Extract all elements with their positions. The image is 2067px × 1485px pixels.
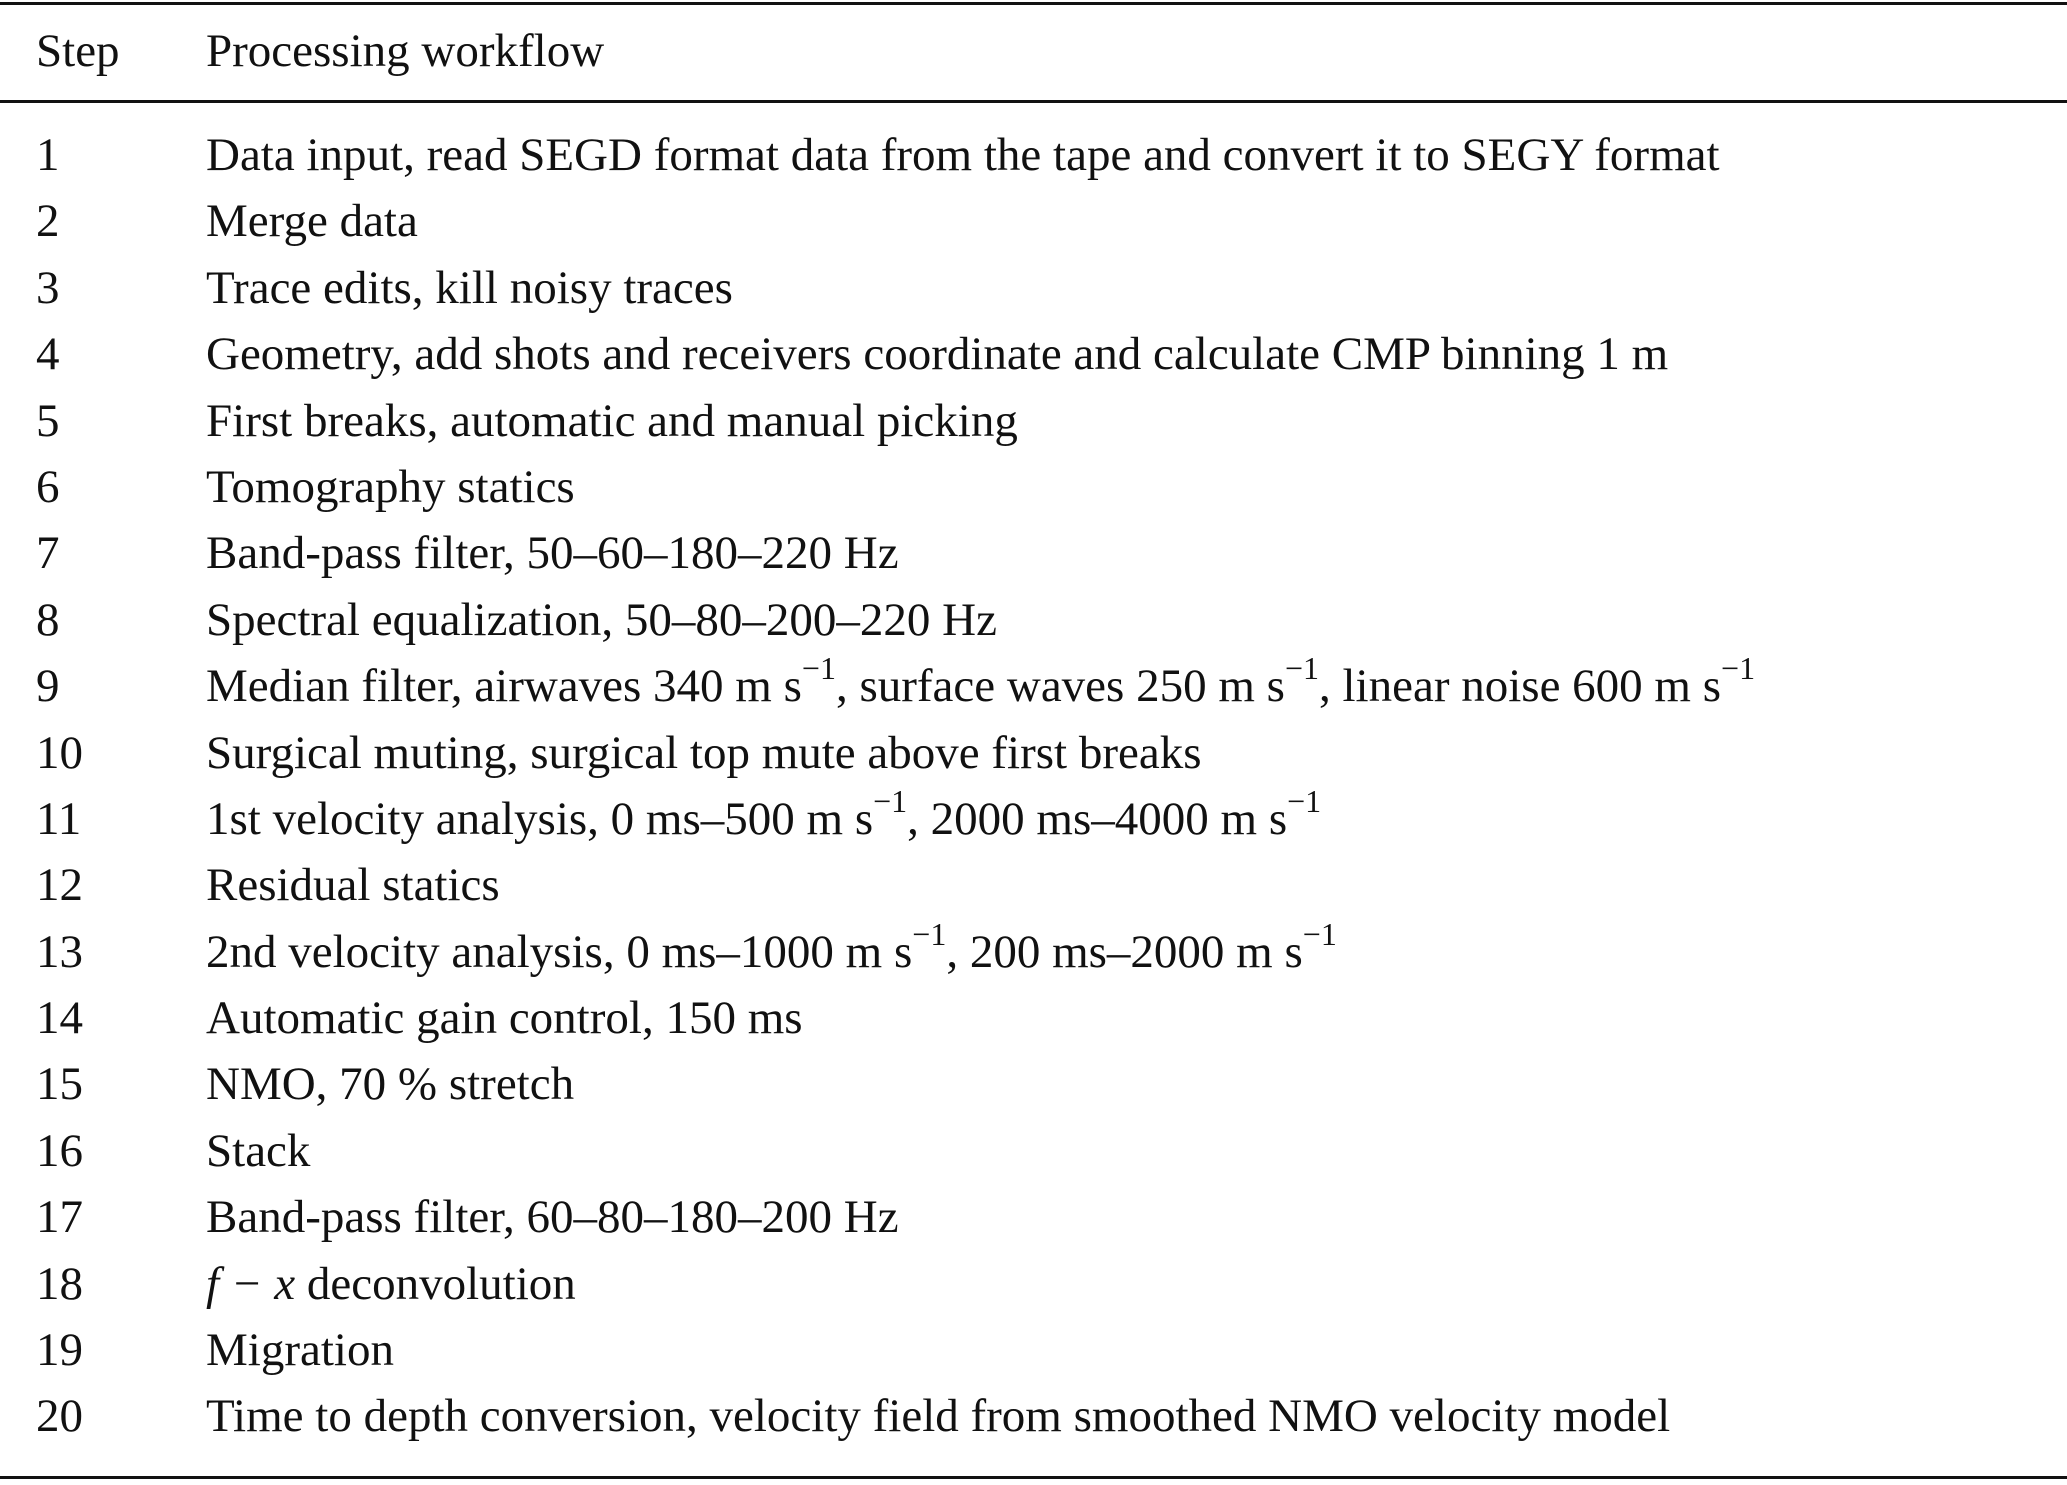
workflow-cell: Time to depth conversion, velocity field from smoothed NMO velocity model <box>206 1390 1671 1443</box>
workflow-cell: Automatic gain control, 150 ms <box>206 992 803 1045</box>
superscript: −1 <box>1302 915 1337 952</box>
step-cell: 9 <box>36 660 60 713</box>
table-row <box>0 1383 2067 1449</box>
workflow-text: , linear noise 600 m s <box>1318 660 1722 713</box>
workflow-cell <box>206 1251 576 1317</box>
step-cell: 20 <box>36 1390 83 1443</box>
workflow-cell: Residual statics <box>206 859 500 912</box>
step-cell: 11 <box>36 792 82 845</box>
table-row <box>0 985 2067 1051</box>
step-cell: 2 <box>36 195 60 248</box>
table-header-row <box>0 18 2067 84</box>
step-cell: 4 <box>36 328 60 381</box>
step-cell: 15 <box>36 1058 83 1111</box>
workflow-text: , 200 ms–2000 m s <box>946 925 1303 978</box>
step-cell: 6 <box>36 460 60 513</box>
workflow-cell: Merge data <box>206 195 418 248</box>
table-body <box>0 122 2067 1450</box>
workflow-cell: Trace edits, kill noisy traces <box>206 261 733 314</box>
top-rule <box>0 2 2067 5</box>
table-row <box>0 1051 2067 1117</box>
workflow-cell: Geometry, add shots and receivers coordinate and calculate CMP binning 1 m <box>206 328 1669 381</box>
workflow-cell: First breaks, automatic and manual picking <box>206 394 1018 447</box>
workflow-text: deconvolution <box>295 1257 576 1310</box>
bottom-rule <box>0 1476 2067 1479</box>
table-row <box>0 1251 2067 1317</box>
workflow-cell: Migration <box>206 1324 394 1377</box>
superscript: −1 <box>801 650 836 687</box>
step-cell: 14 <box>36 992 83 1045</box>
superscript: −1 <box>912 915 947 952</box>
workflow-cell: Stack <box>206 1124 311 1177</box>
workflow-cell: NMO, 70 % stretch <box>206 1058 575 1111</box>
step-cell: 19 <box>36 1324 83 1377</box>
workflow-cell: Tomography statics <box>206 460 575 513</box>
table-row <box>0 122 2067 188</box>
table-row <box>0 782 2067 852</box>
workflow-cell: Band-pass filter, 60–80–180–200 Hz <box>206 1191 899 1244</box>
workflow-text: 2nd velocity analysis, 0 ms–1000 m s <box>206 925 913 978</box>
workflow-text: 1st velocity analysis, 0 ms–500 m s <box>206 792 874 845</box>
step-cell: 13 <box>36 925 83 978</box>
workflow-cell <box>206 915 1337 985</box>
table-row <box>0 188 2067 254</box>
step-cell: 10 <box>36 726 83 779</box>
superscript: −1 <box>1721 650 1756 687</box>
table-row <box>0 1118 2067 1184</box>
step-cell: 17 <box>36 1191 83 1244</box>
superscript: −1 <box>1287 782 1322 819</box>
table-row <box>0 255 2067 321</box>
workflow-cell: Surgical muting, surgical top mute above first breaks <box>206 726 1202 779</box>
step-cell: 8 <box>36 593 60 646</box>
table-row <box>0 587 2067 653</box>
header-step: Step <box>36 25 120 77</box>
step-cell: 1 <box>36 129 60 181</box>
superscript: −1 <box>873 782 908 819</box>
workflow-text: Median filter, airwaves 340 m s <box>206 660 802 713</box>
table-row <box>0 1184 2067 1250</box>
header-workflow: Processing workflow <box>206 25 605 77</box>
step-cell: 7 <box>36 527 60 580</box>
header-rule <box>0 100 2067 103</box>
table-row <box>0 520 2067 586</box>
math-expression: f − x <box>206 1257 296 1310</box>
table-row <box>0 1317 2067 1383</box>
step-cell: 3 <box>36 261 60 314</box>
workflow-cell: Data input, read SEGD format data from the tape and convert it to SEGY format <box>206 129 1720 181</box>
table-row <box>0 650 2067 719</box>
workflow-cell <box>206 782 1322 852</box>
workflow-text: , surface waves 250 m s <box>835 660 1285 713</box>
step-cell: 5 <box>36 394 60 447</box>
workflow-cell: Band-pass filter, 50–60–180–220 Hz <box>206 527 899 580</box>
superscript: −1 <box>1284 650 1319 687</box>
table-row <box>0 720 2067 786</box>
table-row <box>0 915 2067 985</box>
table-row <box>0 321 2067 387</box>
step-cell: 12 <box>36 859 83 912</box>
step-cell: 16 <box>36 1124 83 1177</box>
table-row <box>0 852 2067 918</box>
step-cell: 18 <box>36 1257 83 1310</box>
workflow-text: , 2000 ms–4000 m s <box>907 792 1288 845</box>
table-row <box>0 454 2067 520</box>
table-row <box>0 388 2067 454</box>
workflow-cell <box>206 650 1756 719</box>
workflow-cell: Spectral equalization, 50–80–200–220 Hz <box>206 593 997 646</box>
